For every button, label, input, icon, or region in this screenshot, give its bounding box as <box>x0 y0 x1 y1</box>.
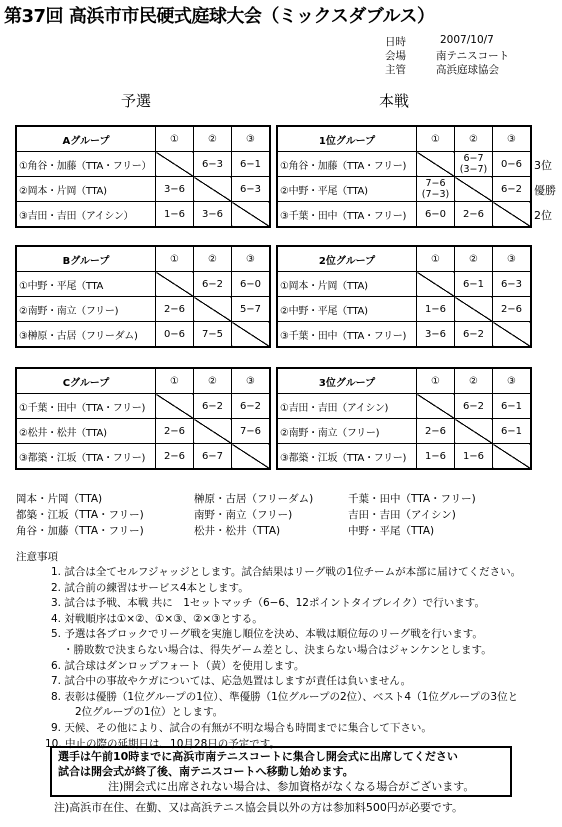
table-row <box>277 152 531 177</box>
score-cell: 6−1 <box>493 394 532 419</box>
column-header: ① <box>417 126 455 152</box>
final-heading: 本戦 <box>379 92 410 110</box>
diagonal-cell <box>455 419 493 444</box>
column-header: ① <box>417 246 455 272</box>
column-header: ① <box>417 368 455 394</box>
group-name: 3位グループ <box>277 368 417 394</box>
score-cell: 0−6 <box>156 322 194 348</box>
table-row <box>277 272 531 297</box>
group-name: 2位グループ <box>277 246 417 272</box>
column-header: ① <box>156 126 194 152</box>
player-entry: 松井・松井（TTA) <box>194 525 281 537</box>
league-table <box>276 125 532 228</box>
score-cell: 6−2 <box>493 177 532 202</box>
diagonal-cell <box>493 444 532 470</box>
team-name: ②南野・南立（フリー) <box>277 419 417 444</box>
prelim-heading: 予選 <box>121 92 152 110</box>
note-item: 2. 試合前の練習はサービス4本とします。 <box>51 581 249 594</box>
column-header: ③ <box>232 246 271 272</box>
note-item: 3. 試合は予戦、本戦 共に 1セットマッチ（6−6、12ポイントタイブレイク）で行います。 <box>51 597 485 610</box>
score-cell: 0−6 <box>493 152 532 177</box>
team-name: ②中野・平尾（TTA) <box>277 177 417 202</box>
column-header: ③ <box>493 246 532 272</box>
table-row <box>16 177 270 202</box>
score-cell: 6−3 <box>232 177 271 202</box>
note-item: 4. 対戦順序は①×②、①×③、②×③とする。 <box>51 612 263 625</box>
column-header: ③ <box>493 126 532 152</box>
column-header: ③ <box>232 126 271 152</box>
league-table <box>276 245 532 348</box>
score-cell: 2−6 <box>156 419 194 444</box>
score-cell: 6−3 <box>194 152 232 177</box>
notice-line: 試合は開会式が終了後、南テニスコートへ移動し始めます。 <box>58 765 354 778</box>
note-item: 9. 天候、その他により、試合の有無が不明な場合も時間までに集合して下さい。 <box>51 721 432 734</box>
diagonal-cell <box>194 297 232 322</box>
page-title: 第37回 高浜市市民硬式庭球大会（ミックスダブルス） <box>4 6 435 27</box>
score-cell: 6−7 (3−7) <box>455 152 493 177</box>
score-cell: 7−6 (7−3) <box>417 177 455 202</box>
note-item: 6. 試合球はダンロップフォート（黄）を使用します。 <box>51 659 305 672</box>
date-value: 2007/10/7 <box>440 34 494 46</box>
venue-value: 南テニスコート <box>436 50 510 62</box>
team-name: ②中野・平尾（TTA) <box>277 297 417 322</box>
table-row <box>277 394 531 419</box>
score-cell: 6−2 <box>194 394 232 419</box>
column-header: ② <box>455 246 493 272</box>
score-cell: 2−6 <box>156 444 194 470</box>
note-item: 7. 試合中の事故やケガについては、応急処置はしますが責任は負いません。 <box>51 675 412 688</box>
score-cell: 7−5 <box>194 322 232 348</box>
table-row <box>277 444 531 470</box>
table-row <box>16 444 270 470</box>
score-cell: 6−2 <box>455 322 493 348</box>
diagonal-cell <box>493 202 532 228</box>
score-cell: 6−7 <box>194 444 232 470</box>
team-name: ③榊原・古居（フリーダム) <box>16 322 156 348</box>
column-header: ③ <box>232 368 271 394</box>
league-table <box>15 125 271 228</box>
table-row <box>277 297 531 322</box>
table-row <box>277 177 531 202</box>
column-header: ② <box>194 126 232 152</box>
score-cell: 7−6 <box>232 419 271 444</box>
column-header: ② <box>455 126 493 152</box>
score-cell: 6−1 <box>232 152 271 177</box>
team-name: ③千葉・田中（TTA・フリー) <box>277 322 417 348</box>
team-name: ②南野・南立（フリー) <box>16 297 156 322</box>
group-name: Cグループ <box>16 368 156 394</box>
placement-label: 2位 <box>534 209 552 222</box>
league-table <box>15 367 271 470</box>
score-cell: 2−6 <box>417 419 455 444</box>
diagonal-cell <box>455 177 493 202</box>
score-cell: 1−6 <box>455 444 493 470</box>
note-item: ・勝敗数で決まらない場合は、得失ゲーム差とし、決まらない場合はジャンケンとします。 <box>63 643 492 656</box>
table-row <box>277 202 531 228</box>
table-row <box>16 297 270 322</box>
column-header: ② <box>455 368 493 394</box>
team-name: ①岡本・片岡（TTA) <box>277 272 417 297</box>
notes-list <box>45 565 522 752</box>
table-row <box>277 322 531 348</box>
table-row <box>277 419 531 444</box>
score-cell: 6−2 <box>455 394 493 419</box>
team-name: ③都築・江坂（TTA・フリー) <box>16 444 156 470</box>
column-header: ① <box>156 246 194 272</box>
diagonal-cell <box>417 394 455 419</box>
placement-label: 優勝 <box>534 184 556 197</box>
league-table <box>15 245 271 348</box>
table-row <box>16 272 270 297</box>
score-cell: 6−0 <box>417 202 455 228</box>
score-cell: 2−6 <box>156 297 194 322</box>
table-row <box>16 202 270 228</box>
score-cell: 1−6 <box>417 444 455 470</box>
score-cell: 2−6 <box>493 297 532 322</box>
diagonal-cell <box>194 177 232 202</box>
venue-label: 会場 <box>385 50 406 62</box>
placement-label: 3位 <box>534 159 552 172</box>
team-name: ②岡本・片岡（TTA) <box>16 177 156 202</box>
team-name: ③吉田・吉田（アイシン） <box>16 202 156 228</box>
table-row <box>16 152 270 177</box>
note-item: 5. 予選は各ブロックでリーグ戦を実施し順位を決め、本戦は順位毎のリーグ戦を行います。 <box>51 628 483 641</box>
score-cell: 1−6 <box>156 202 194 228</box>
player-entry: 吉田・吉田（アイシン) <box>348 509 456 521</box>
score-cell: 6−1 <box>455 272 493 297</box>
group-name: 1位グループ <box>277 126 417 152</box>
team-name: ①角谷・加藤（TTA・フリー） <box>16 152 156 177</box>
team-name: ①千葉・田中（TTA・フリー) <box>16 394 156 419</box>
team-name: ②松井・松井（TTA) <box>16 419 156 444</box>
team-name: ①中野・平尾（TTA <box>16 272 156 297</box>
diagonal-cell <box>232 444 271 470</box>
note-item: 1. 試合は全てセルフジャッジとします。試合結果はリーグ戦の1位チームが本部に届けてください。 <box>51 566 522 578</box>
league-table <box>276 367 532 470</box>
player-entry: 南野・南立（フリー) <box>194 509 293 521</box>
diagonal-cell <box>156 152 194 177</box>
team-name: ③都築・江坂（TTA・フリー) <box>277 444 417 470</box>
score-cell: 6−1 <box>493 419 532 444</box>
score-cell: 3−6 <box>194 202 232 228</box>
player-entry: 榊原・古居（フリーダム) <box>194 493 314 505</box>
host-value: 高浜庭球協会 <box>436 64 499 76</box>
player-entry: 都築・江坂（TTA・フリー) <box>16 509 144 521</box>
column-header: ③ <box>493 368 532 394</box>
diagonal-cell <box>417 272 455 297</box>
diagonal-cell <box>232 322 271 348</box>
score-cell: 3−6 <box>417 322 455 348</box>
column-header: ① <box>156 368 194 394</box>
team-name: ③千葉・田中（TTA・フリー) <box>277 202 417 228</box>
player-entry: 千葉・田中（TTA・フリー) <box>348 493 476 505</box>
note-item: 2位グループの1位）とします。 <box>75 706 224 719</box>
notice-box <box>50 746 512 797</box>
team-name: ①吉田・吉田（アイシン) <box>277 394 417 419</box>
diagonal-cell <box>156 394 194 419</box>
diagonal-cell <box>232 202 271 228</box>
table-row <box>16 322 270 348</box>
notes-title: 注意事項 <box>16 551 58 563</box>
note-item: 10. 中止の際の延期日は、10月28日の予定です。 <box>45 737 280 750</box>
diagonal-cell <box>194 419 232 444</box>
column-header: ② <box>194 368 232 394</box>
host-label: 主管 <box>385 64 406 76</box>
diagonal-cell <box>493 322 532 348</box>
note-item: 8. 表彰は優勝（1位グループの1位）、準優勝（1位グループの2位）、ベスト4（1位グループの3位と <box>51 690 519 703</box>
score-cell: 6−2 <box>194 272 232 297</box>
score-cell: 5−7 <box>232 297 271 322</box>
score-cell: 2−6 <box>455 202 493 228</box>
score-cell: 6−3 <box>493 272 532 297</box>
group-name: Aグループ <box>16 126 156 152</box>
date-label: 日時 <box>385 36 406 48</box>
score-cell: 1−6 <box>417 297 455 322</box>
score-cell: 3−6 <box>156 177 194 202</box>
table-row <box>16 419 270 444</box>
footer-note: 注)高浜市在住、在勤、又は高浜テニス協会員以外の方は参加料500円が必要です。 <box>54 801 463 814</box>
team-name: ①角谷・加藤（TTA・フリー) <box>277 152 417 177</box>
player-entry: 中野・平尾（TTA) <box>348 525 435 537</box>
column-header: ② <box>194 246 232 272</box>
diagonal-cell <box>156 272 194 297</box>
notice-line: 注)開会式に出席されない場合は、参加資格がなくなる場合がございます。 <box>108 780 475 793</box>
player-entry: 岡本・片岡（TTA) <box>16 493 103 505</box>
score-cell: 6−2 <box>232 394 271 419</box>
player-entry: 角谷・加藤（TTA・フリー) <box>16 525 144 537</box>
diagonal-cell <box>417 152 455 177</box>
notice-line: 選手は午前10時までに高浜市南テニスコートに集合し開会式に出席してください <box>58 750 458 763</box>
diagonal-cell <box>455 297 493 322</box>
score-cell: 6−0 <box>232 272 271 297</box>
group-name: Bグループ <box>16 246 156 272</box>
table-row <box>16 394 270 419</box>
